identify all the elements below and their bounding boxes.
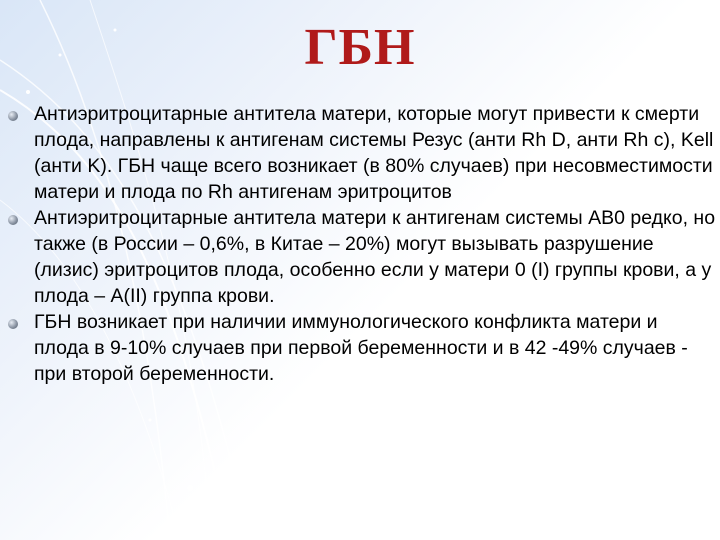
bullet-item <box>8 309 720 387</box>
bullet-item <box>8 101 720 205</box>
bullet-item <box>8 205 720 309</box>
bullet-text: Антиэритроцитарные антитела матери, которые могут привести к смерти плода, направлены к антигенам системы Резус (анти Rh D, анти Rh c), Kell (анти K). ГБН чаще всего возникает (в 80% случаев) при несовместимости матери и плода по Rh антигенам эритроцитов <box>34 103 714 203</box>
slide-title: ГБН <box>304 19 416 76</box>
bullet-text: Антиэритроцитарные антитела матери к антигенам системы AB0 редко, но также (в России – 0,6%, в Китае – 20%) могут вызывать разрушение (лизис) эритроцитов плода, особенно если у матери 0 (I) группы крови, а у плода – A(II) группа крови. <box>34 207 716 307</box>
bullet-list <box>8 101 720 387</box>
bullet-dot-icon <box>8 111 18 121</box>
bullet-text: ГБН возникает при наличии иммунологического конфликта матери и плода в 9-10% случаев при первой беременности и в 42 -49% случаев - при второй беременности. <box>34 311 688 385</box>
bullet-dot-icon <box>8 319 18 329</box>
bullet-dot-icon <box>8 215 18 225</box>
